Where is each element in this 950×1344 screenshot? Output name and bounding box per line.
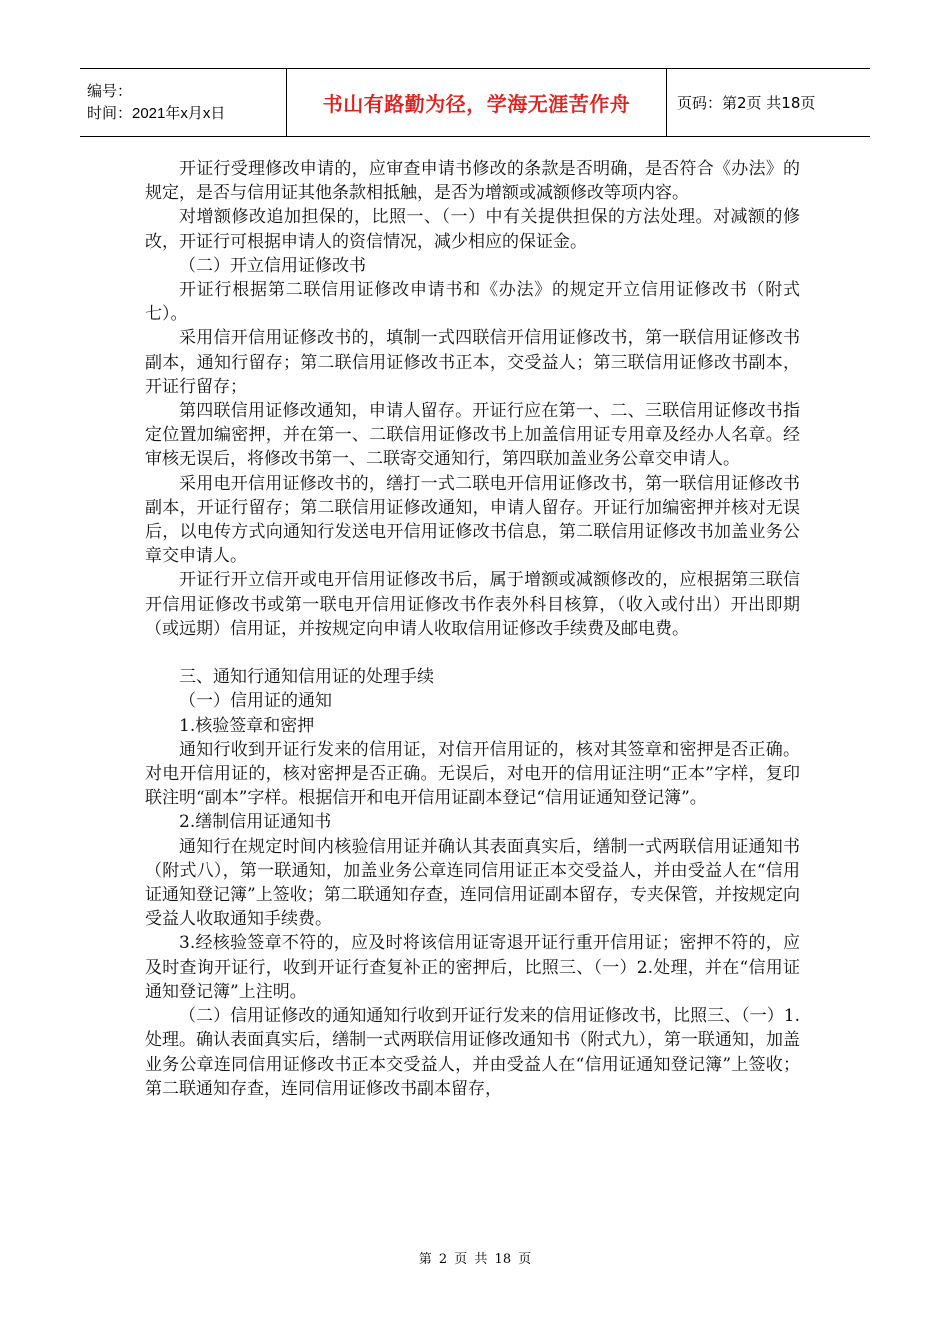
- section-heading: 三、通知行通知信用证的处理手续: [179, 667, 434, 688]
- section-heading: （二）开立信用证修改书: [179, 255, 366, 276]
- paragraph: 开证行根据第二联信用证修改申请书和《办法》的规定开立信用证修改书（附式七）。: [145, 280, 800, 325]
- subsection-heading: 2.缮制信用证通知书: [179, 812, 332, 833]
- subsection-heading: 1.核验签章和密押: [179, 715, 315, 736]
- page-info-text: 页码：第2页 共18页: [677, 94, 816, 112]
- paragraph: 开证行开立信开或电开信用证修改书后，属于增额或减额修改的，应根据第三联信开信用证修改书或第一联电开信用证修改书作表外科目核算，（收入或付出）开出即期（或远期）信用证，并按规定向申请人收取信用证修改手续费及邮电费。: [145, 570, 800, 639]
- serial-number-label: 编号：: [87, 82, 133, 100]
- blank-line: [145, 641, 800, 665]
- page-header: [80, 68, 870, 137]
- time-label: 时间：2021年x月x日: [87, 104, 226, 122]
- paragraph: 第四联信用证修改通知，申请人留存。开证行应在第一、二、三联信用证修改书指定位置加编密押，并在第一、二联信用证修改书上加盖信用证专用章及经办人名章。经审核无误后，将修改书第一、二联寄交通知行，第四联加盖业务公章交申请人。: [145, 401, 800, 470]
- document-body: [145, 157, 800, 1101]
- paragraph: 通知行收到开证行发来的信用证，对信开信用证的，核对其签章和密押是否正确。对电开信用证的，核对密押是否正确。无误后，对电开的信用证注明“正本”字样，复印联注明“副本”字样。根据信开和电开信用证副本登记“信用证通知登记簿”。: [145, 739, 800, 809]
- section-heading: （一）信用证的通知: [179, 691, 332, 712]
- paragraph: 对增额修改追加担保的，比照一、（一）中有关提供担保的方法处理。对减额的修改，开证行可根据申请人的资信情况，减少相应的保证金。: [145, 207, 800, 252]
- header-motto: [287, 69, 667, 136]
- paragraph: 开证行受理修改申请的，应审查申请书修改的条款是否明确，是否符合《办法》的规定，是否与信用证其他条款相抵触，是否为增额或减额修改等项内容。: [145, 159, 800, 204]
- paragraph: 3.经核验签章不符的，应及时将该信用证寄退开证行重开信用证；密押不符的，应及时查询开证行，收到开证行查复补正的密押后，比照三、（一）2.处理，并在“信用证通知登记簿”上注明。: [145, 933, 800, 1002]
- page-footer: [0, 1248, 950, 1267]
- paragraph: 通知行在规定时间内核验信用证并确认其表面真实后，缮制一式两联信用证通知书（附式八），第一联通知，加盖业务公章连同信用证正本交受益人，并由受益人在“信用证通知登记簿”上签收；第二联通知存查，连同信用证副本留存，专夹保管，并按规定向受益人收取通知手续费。: [145, 836, 800, 930]
- page-number: 第 2 页 共 18 页: [418, 1252, 532, 1267]
- header-meta: [80, 69, 287, 136]
- header-page-info: [667, 69, 870, 136]
- paragraph: （二）信用证修改的通知通知行收到开证行发来的信用证修改书，比照三、（一）1.处理。确认表面真实后，缮制一式两联信用证修改通知书（附式九），第一联通知，加盖业务公章连同信用证修改书正本交受益人，并由受益人在“信用证通知登记簿”上签收；第二联通知存查，连同信用证修改书副本留存，: [145, 1006, 800, 1099]
- motto-text: 书山有路勤为径，学海无涯苦作舟: [322, 92, 631, 116]
- paragraph: 采用电开信用证修改书的，缮打一式二联电开信用证修改书，第一联信用证修改书副本，开证行留存；第二联信用证修改通知，申请人留存。开证行加编密押并核对无误后，以电传方式向通知行发送电开信用证修改书信息，第二联信用证修改书加盖业务公章交申请人。: [145, 473, 800, 567]
- paragraph: 采用信开信用证修改书的，填制一式四联信开信用证修改书，第一联信用证修改书副本，通知行留存；第二联信用证修改书正本，交受益人；第三联信用证修改书副本，开证行留存；: [145, 328, 800, 397]
